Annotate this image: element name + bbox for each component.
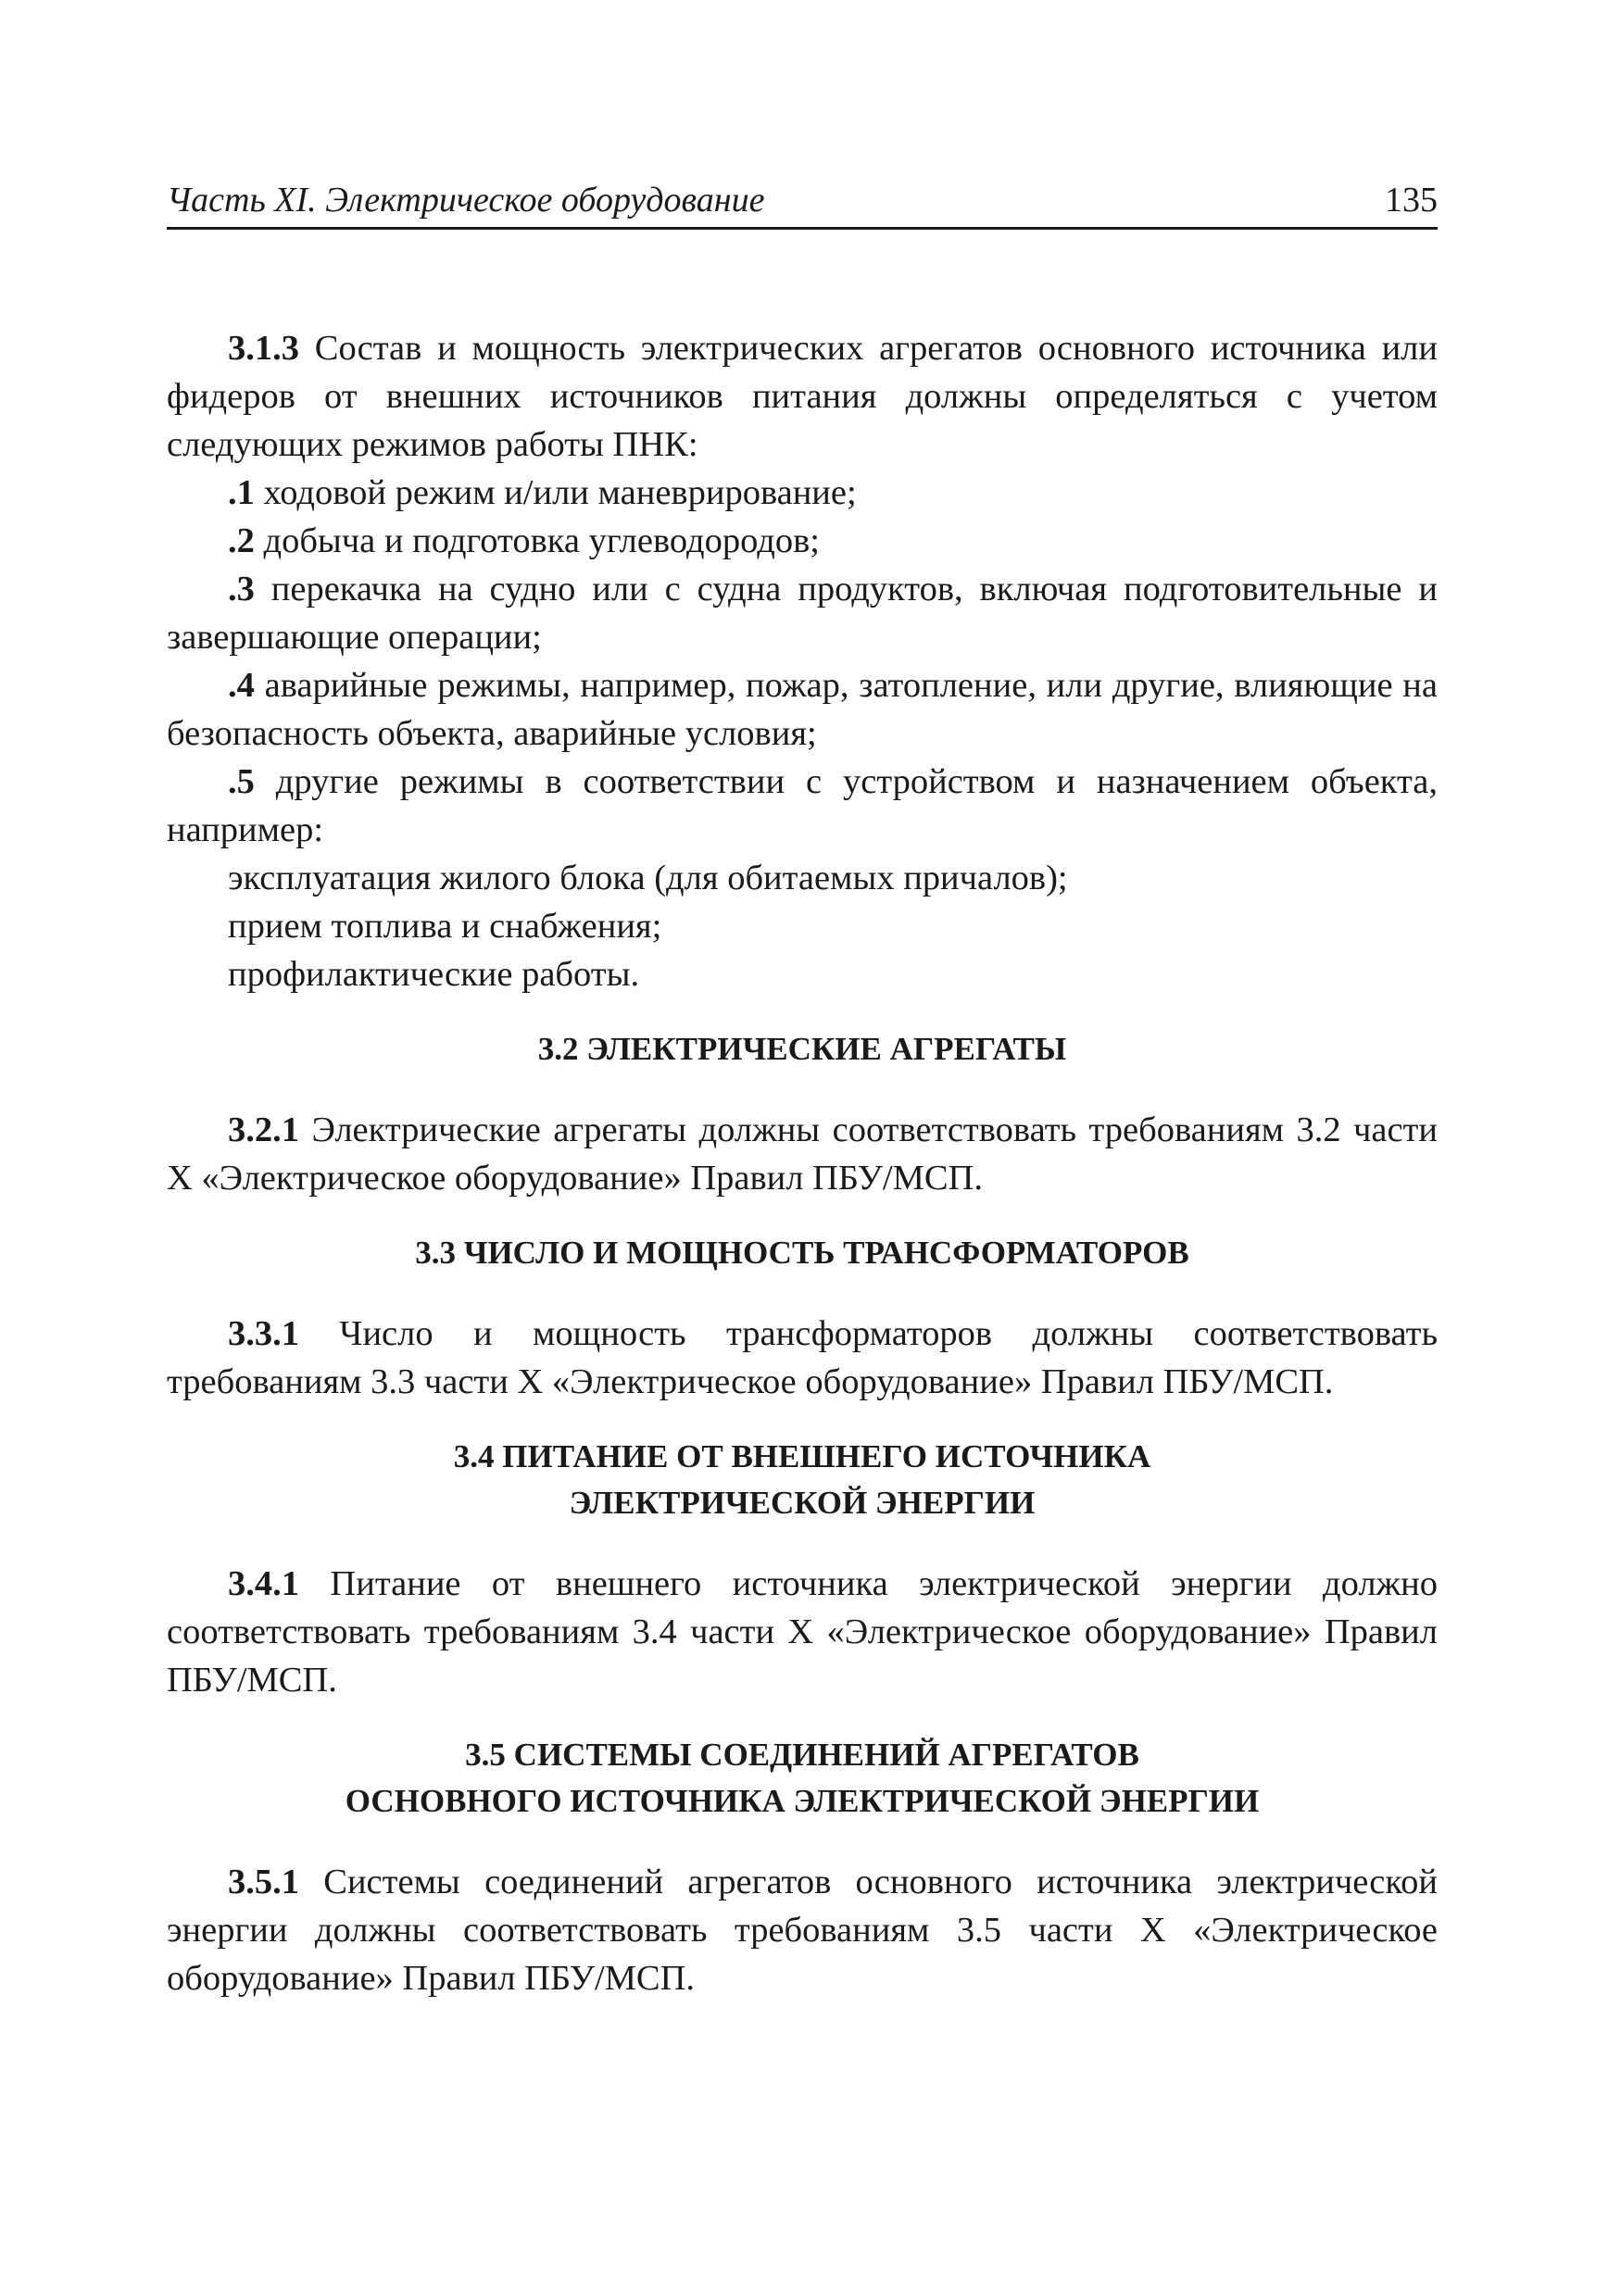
- section-heading-3-2: 3.2 ЭЛЕКТРИЧЕСКИЕ АГРЕГАТЫ: [537, 1031, 1067, 1067]
- item-number: .3: [228, 570, 255, 609]
- sub-list-item: эксплуатация жилого блока (для обитаемых причалов);: [228, 859, 1068, 897]
- clause-text: Питание от внешнего источника электрической энергии должно соответствовать требованиям 3.4 части X «Электрическое оборудование» Правил ПБУ/МСП.: [167, 1564, 1438, 1700]
- item-number: .1: [228, 473, 255, 512]
- clause-number: 3.1.3: [228, 329, 299, 368]
- item-number: .2: [228, 521, 255, 560]
- section-heading-3-4-line2: ЭЛЕКТРИЧЕСКОЙ ЭНЕРГИИ: [569, 1485, 1036, 1521]
- item-number: .4: [228, 666, 255, 705]
- clause-text: Число и мощность трансформаторов должны соответствовать требованиям 3.3 части X «Электрическое оборудование» Правил ПБУ/МСП.: [167, 1314, 1438, 1401]
- clause-number: 3.2.1: [228, 1110, 299, 1149]
- item-text: перекачка на судно или с судна продуктов, включая подготовительные и завершающие операции;: [167, 570, 1438, 657]
- sub-list-item: профилактические работы.: [228, 955, 640, 994]
- list-item: [167, 469, 1438, 517]
- list-item: [167, 517, 1438, 565]
- clause-text: Состав и мощность электрических агрегатов основного источника или фидеров от внешних источников питания должны определяться с учетом следующих режимов работы ПНК:: [167, 329, 1438, 464]
- list-item: [167, 758, 1438, 854]
- item-number: .5: [228, 762, 255, 801]
- item-text: аварийные режимы, например, пожар, затопление, или другие, влияющие на безопасность объекта, аварийные условия;: [167, 666, 1438, 753]
- sub-list-item: прием топлива и снабжения;: [228, 907, 662, 946]
- running-header: [167, 169, 1438, 230]
- item-text: другие режимы в соответствии с устройством и назначением объекта, например:: [167, 762, 1438, 849]
- paragraph-3-3-1: [167, 1310, 1438, 1406]
- clause-text: Электрические агрегаты должны соответствовать требованиям 3.2 части X «Электрическое оборудование» Правил ПБУ/МСП.: [167, 1110, 1438, 1198]
- section-heading-3-5-line2: ОСНОВНОГО ИСТОЧНИКА ЭЛЕКТРИЧЕСКОЙ ЭНЕРГИИ: [345, 1783, 1260, 1819]
- clause-number: 3.5.1: [228, 1863, 299, 1901]
- document-body: [167, 324, 1438, 2002]
- item-text: ходовой режим и/или маневрирование;: [254, 473, 857, 512]
- paragraph-3-2-1: [167, 1106, 1438, 1202]
- paragraph-3-4-1: [167, 1560, 1438, 1704]
- section-heading-3-5-line1: 3.5 СИСТЕМЫ СОЕДИНЕНИЙ АГРЕГАТОВ: [465, 1737, 1139, 1773]
- paragraph-3-1-3: [167, 324, 1438, 469]
- item-text: добыча и подготовка углеводородов;: [254, 521, 820, 560]
- running-header-title: Часть XI. Электрическое оборудование: [167, 181, 765, 220]
- section-heading-3-4-line1: 3.4 ПИТАНИЕ ОТ ВНЕШНЕГО ИСТОЧНИКА: [453, 1438, 1151, 1474]
- section-heading-3-3: 3.3 ЧИСЛО И МОЩНОСТЬ ТРАНСФОРМАТОРОВ: [415, 1235, 1189, 1271]
- list-item: [167, 661, 1438, 758]
- clause-number: 3.3.1: [228, 1314, 299, 1353]
- clause-number: 3.4.1: [228, 1564, 299, 1603]
- page-number: 135: [1385, 181, 1438, 220]
- list-item: [167, 565, 1438, 661]
- clause-text: Системы соединений агрегатов основного источника электрической энергии должны соответствовать требованиям 3.5 части X «Электрическое оборудование» Правил ПБУ/МСП.: [167, 1863, 1438, 1998]
- paragraph-3-5-1: [167, 1858, 1438, 2002]
